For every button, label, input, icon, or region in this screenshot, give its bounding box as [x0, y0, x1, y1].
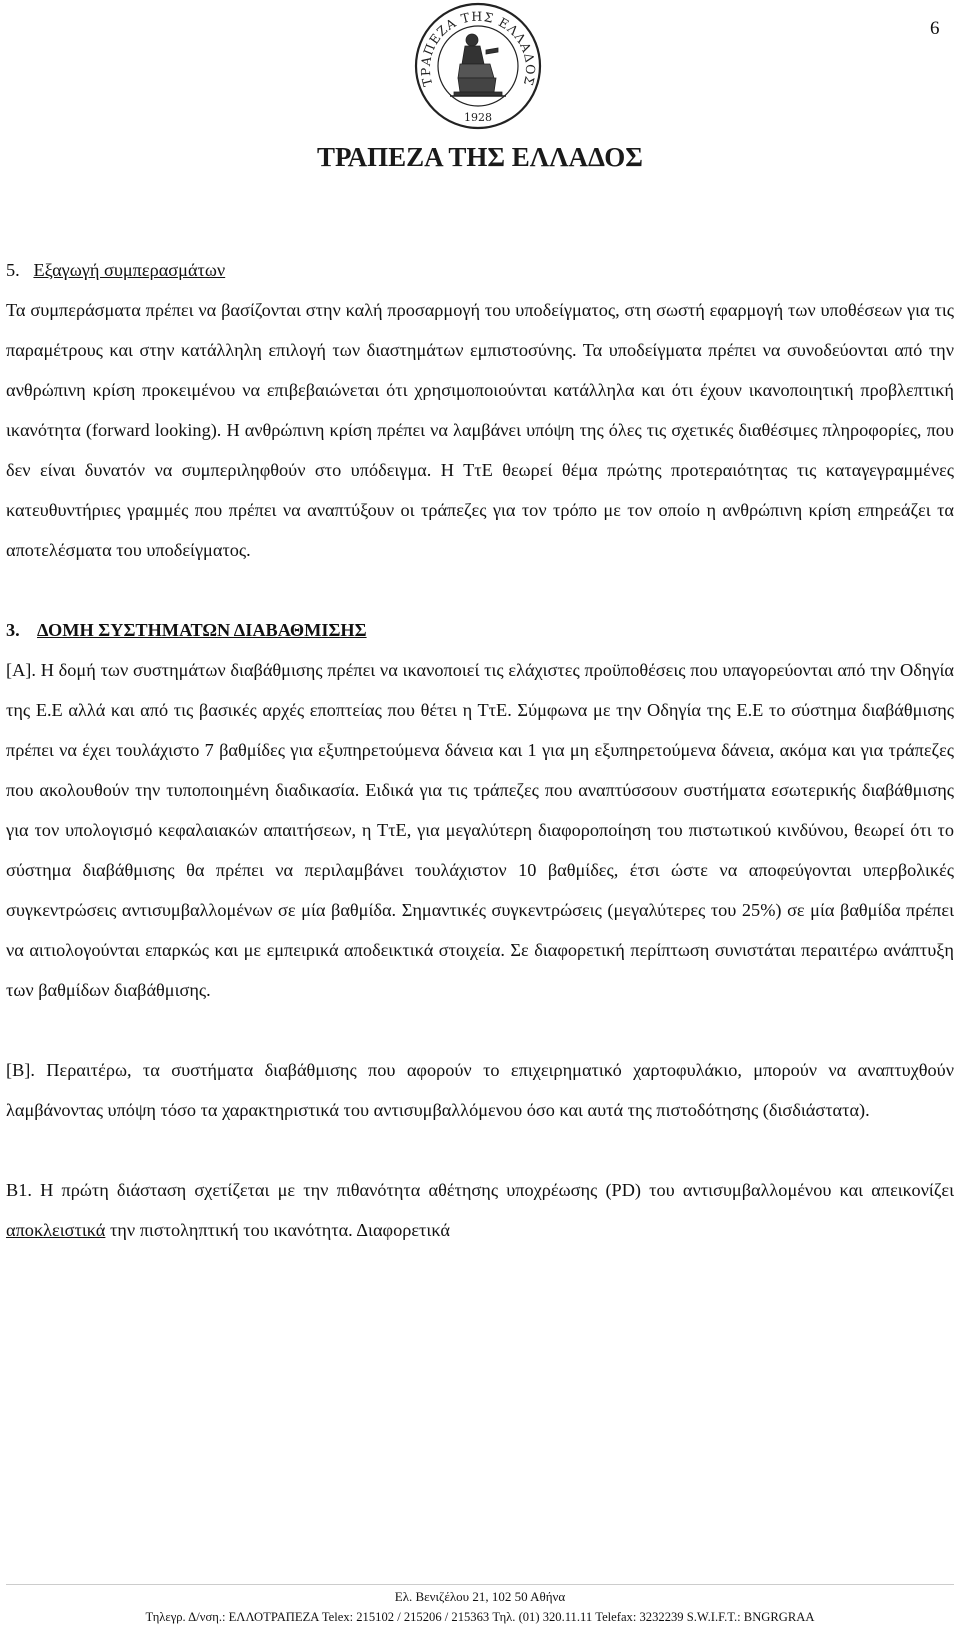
- document-body: [6, 250, 954, 1250]
- b1-text-before: Β1. Η πρώτη διάσταση σχετίζεται με την πιθανότητα αθέτησης υποχρέωσης (PD) του αντισυμβαλλομένου και απεικονίζει: [6, 1180, 954, 1200]
- b1-underlined-word: αποκλειστικά: [6, 1220, 106, 1240]
- b1-text-after: την πιστοληπτική του ικανότητα. Διαφορετικά: [105, 1220, 450, 1240]
- section-5-heading: [6, 250, 954, 290]
- section-3-paragraph-a: [Α]. Η δομή των συστημάτων διαβάθμισης πρέπει να ικανοποιεί τις ελάχιστες προϋποθέσεις που υπαγορεύονται από την Οδηγία της Ε.Ε αλλά και από τις βασικές αρχές εποπτείας που θέτει η ΤτΕ. Σύμφωνα με την Οδηγία της Ε.Ε το σύστημα διαβάθμισης πρέπει να έχει τουλάχιστο 7 βαθμίδες για εξυπηρετούμενα δάνεια και 1 για μη εξυπηρετούμενα δάνεια, ακόμα και για τράπεζες που ακολουθούν την τυποποιημένη διαδικασία. Ειδικά για τις τράπεζες που αναπτύσσουν συστήματα εσωτερικής διαβάθμισης για τον υπολογισμό κεφαλαιακών απαιτήσεων, η ΤτΕ, για μεγαλύτερη διαφοροποίηση του πιστωτικού κινδύνου, θεωρεί ότι το σύστημα διαβάθμισης θα πρέπει να περιλαμβάνει τουλάχιστον 10 βαθμίδες, έτσι ώστε να αποφεύγονται υπερβολικές συγκεντρώσεις αντισυμβαλλομένων σε μία βαθμίδα. Σημαντικές συγκεντρώσεις (μεγαλύτερες του 25%) σε μία βαθμίδα πρέπει να αιτιολογούνται επαρκώς και με εμπειρικά αποδεικτικά στοιχεία. Σε διαφορετική περίπτωση συνιστάται περαιτέρω ανάπτυξη των βαθμίδων διαβάθμισης.: [6, 660, 954, 1000]
- footer-address: Ελ. Βενιζέλου 21, 102 50 Αθήνα: [394, 1589, 566, 1604]
- section-3-number: 3.: [6, 620, 20, 640]
- section-3-heading: [6, 610, 954, 650]
- section-3-paragraph-b1: [6, 1170, 954, 1250]
- section-5-number: 5.: [6, 260, 20, 280]
- footer-divider: [6, 1584, 954, 1585]
- svg-text:ΤΡΑΠΕΖΑ ΤΗΣ ΕΛΛΑΔΟΣ: ΤΡΑΠΕΖΑ ΤΗΣ ΕΛΛΑΔΟΣ: [417, 8, 539, 88]
- section-5-paragraph: Τα συμπεράσματα πρέπει να βασίζονται στην καλή προσαρμογή του υποδείγματος, στη σωστή εφαρμογή των υποθέσεων για τις παραμέτρους και στην κατάλληλη επιλογή των διαστημάτων εμπιστοσύνης. Τα υποδείγματα πρέπει να συνοδεύονται από την ανθρώπινη κρίση προκειμένου να επιβεβαιώνεται ότι χρησιμοποιούνται κατάλληλα και ότι έχουν ικανοποιητική προβλεπτική ικανότητα (forward looking). Η ανθρώπινη κρίση πρέπει να λαμβάνει υπόψη της όλες τις σχετικές διαθέσιμες πληροφορίες, που δεν είναι δυνατόν να συμπεριληφθούν στο υπόδειγμα. Η ΤτΕ θεωρεί θέμα πρώτης προτεραιότητας τις καταγεγραμμένες κατευθυντήριες γραμμές που πρέπει να αναπτύξουν οι τράπεζες για τον τρόπο με τον οποίο η ανθρώπινη κρίση επηρεάζει τα αποτελέσματα του υποδείγματος.: [6, 300, 954, 560]
- bank-of-greece-seal-logo: [410, 0, 546, 136]
- svg-text:1928: 1928: [464, 111, 492, 124]
- page-number: 6: [930, 18, 940, 39]
- section-3-paragraph-b: [Β]. Περαιτέρω, τα συστήματα διαβάθμισης που αφορούν το επιχειρηματικό χαρτοφυλάκιο, μπορούν να αναπτυχθούν λαμβάνοντας υπόψη τόσο τα χαρακτηριστικά του αντισυμβαλλόμενου όσο και αυτά της πιστοδότησης (δισδιάστατα).: [6, 1060, 954, 1120]
- bank-name-heading: ΤΡΑΠΕΖΑ ΤΗΣ ΕΛΛΑΔΟΣ: [317, 142, 643, 172]
- section-5-title: Εξαγωγή συμπερασμάτων: [33, 260, 226, 280]
- section-3-title: ΔΟΜΗ ΣΥΣΤΗΜΑΤΩΝ ΔΙΑΒΑΘΜΙΣΗΣ: [37, 620, 367, 640]
- footer-contacts: Τηλεγρ. Δ/νση.: ΕΛΛΟΤΡΑΠΕΖΑ Telex: 215102 / 215206 / 215363 Τηλ. (01) 320.11.11 Telefax: 3232239 S.W.I.F.T.: BNGRGRAA: [145, 1610, 815, 1624]
